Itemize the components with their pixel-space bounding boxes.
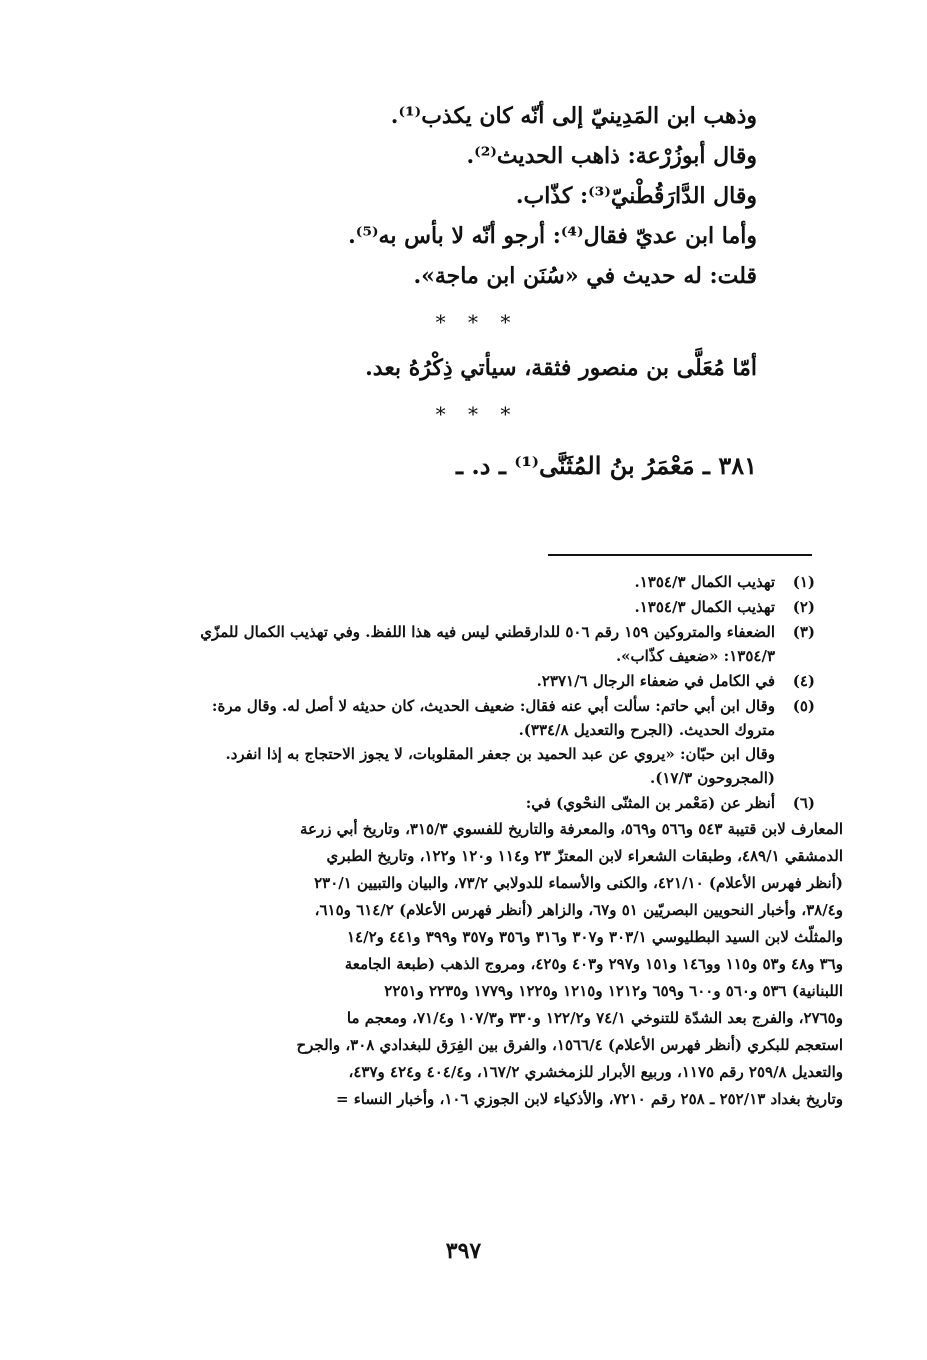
footnote-line: الدمشقي ٤٨٩/١، وطبقات الشعراء لابن المعتزّ ٢٣ و١١٤ و١٢٠ و١٢٢، وتاريخ الطبري [326,847,843,865]
main-line: وذهب ابن المَدِينيّ إلى أنّه كان يكذب⁽¹⁾. [390,103,757,129]
footnote-line: تهذيب الكمال ١٣٥٤/٣. [634,573,775,591]
section-separator: * * * [435,402,519,426]
footnote [109,669,815,693]
footnote-line: المعارف لابن قتيبة ٥٤٣ و٥٦٦ و٥٦٩، والمعرفة والتاريخ للفسوي ٣١٥/٣، وتاريخ أبي زرعة [299,820,843,838]
footnote-line: تهذيب الكمال ١٣٥٤/٣. [634,598,775,616]
footnote-number: (٥) [792,697,815,715]
footnote-body [109,620,775,668]
main-line: وأما ابن عديّ فقال⁽⁴⁾: أرجو أنّه لا بأس به⁽⁵⁾. [348,223,757,249]
footnote-line: أنظر عن (مَعْمر بن المثنّى النحْوي) في: [525,794,775,812]
footnote-number: (٢) [792,598,815,616]
footnote [109,595,815,619]
footnote-line: و٣٦ و٤٨ و٥٣ و١١٥ وو١٤٦ و١٥١ و٢٩٧ و٤٠٣ و٤٢٥، ومروج الذهب (طبعة الجامعة [344,955,843,973]
footnote-number: (٦) [792,794,815,812]
footnote-line: (أنظر فهرس الأعلام) ٤٢١/١٠، والكنى والأسماء للدولابي ٧٣/٢، والبيان والتبيين ٢٣٠/١ [314,874,843,892]
footnote-continuation [109,816,843,1113]
footnote-line: اللبنانية) ٥٣٦ و٥٦٠ و٦٠٠ و٦٥٩ و١٢١٢ و١٢١٥ و١٢٢٥ و١٧٧٩ و٢٢٣٥ و٢٢٥١ [384,982,843,1000]
footnote-line: (المجروحون ١٧/٣). [650,769,775,787]
footnote-body [109,570,775,594]
footnote-line: والمثلّث لابن السيد البطليوسي ٣٠٣/١ و٣٠٧ و٣١٦ و٣٥٦ و٣٥٧ و٣٩٩ و٤٤١ و١٤/٢ [347,928,843,946]
footnote-divider [548,554,812,556]
footnote [109,694,815,790]
footnote [109,570,815,594]
footnote-line: ١٣٥٤/٣: «ضعيف كذّاب». [615,647,775,665]
main-line: قلت: له حديث في «سُنَن ابن ماجة». [413,263,757,289]
footnote [109,791,815,815]
footnotes [109,570,843,1113]
main-text [157,96,757,488]
footnote-number: (١) [792,573,815,591]
footnote-number: (٣) [792,623,815,641]
footnote-line: والتعديل ٢٥٩/٨ رقم ١١٧٥، وربيع الأبرار للزمخشري ١٦٧/٢، و٤٠٤/٤ و٤٢٤ و٤٣٧، [348,1063,843,1081]
footnote-line: في الكامل في ضعفاء الرجال ٢٣٧١/٦. [536,672,775,690]
footnote-line: استعجم للبكري (أنظر فهرس الأعلام) ١٥٦٦/٤، والفرق بين الفِرَق للبغدادي ٣٠٨، والجرح [296,1036,843,1054]
main-line: وقال الدَّارَقُطْنيّ⁽³⁾: كذّاب. [515,183,757,209]
entry-heading: ٣٨١ ـ مَعْمَرُ بنُ المُثَنَّى⁽¹⁾ ـ د. ـ [456,451,757,480]
footnote-line: متروك الحديث. (الجرح والتعديل ٣٣٤/٨). [518,721,775,739]
footnote-line: وقال ابن أبي حاتم: سألت أبي عنه فقال: ضعيف الحديث، كان حديثه لا أصل له. وقال مرة: [211,697,775,715]
footnote [109,620,815,668]
footnote-body [109,669,775,693]
footnote-number: (٤) [792,672,815,690]
section-separator: * * * [435,310,519,334]
footnote-line: وتاريخ بغداد ٢٥٢/١٣ ـ ٢٥٨ رقم ٧٢١٠، والأذكياء لابن الجوزي ١٠٦، وأخبار النساء = [335,1090,843,1108]
footnote-line: و٢٧٦٥، والفرج بعد الشدّة للتنوخي ٧٤/١ و١٢٢/٢ و٣٣٠ و١٠٧/٣ و٧١/٤، ومعجم ما [346,1009,843,1027]
footnote-line: الضعفاء والمتروكين ١٥٩ رقم ٥٠٦ للدارقطني ليس فيه هذا اللفظ. وفي تهذيب الكمال للمزّي [200,623,775,641]
main-line: وقال أبوزُرْعة: ذاهب الحديث⁽²⁾. [466,143,757,169]
footnote-body [109,694,775,790]
main-line-mualla: أمّا مُعَلَّى بن منصور فثقة، سيأتي ذِكْرُهُ بعد. [365,355,757,381]
footnote-line: و٣٨/٤، وأخبار النحويين البصريّين ٥١ و٦٧، والزاهر (أنظر فهرس الأعلام) ٦١٤/٢ و٦١٥، [314,901,843,919]
page-number: ٣٩٧ [445,1238,482,1264]
footnote-body [109,595,775,619]
footnote-line: وقال ابن حبّان: «يروي عن عبد الحميد بن جعفر المقلوبات، لا يجوز الاحتجاج به إذا انفرد. [225,745,775,763]
footnote-body [109,791,775,815]
